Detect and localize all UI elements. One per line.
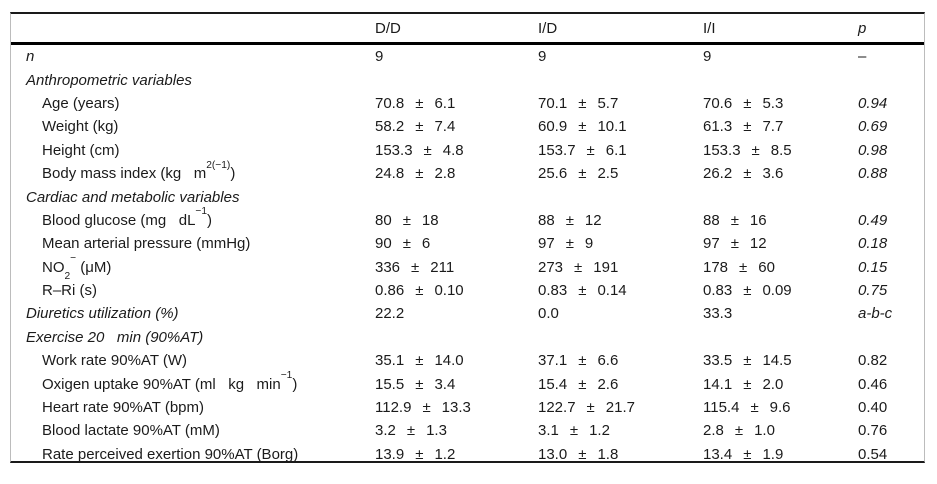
table-row: [11, 302, 924, 325]
mean-value: 153.3: [703, 141, 741, 159]
mean-value: 0.83: [538, 282, 568, 300]
mean-value: 37.1: [538, 352, 568, 370]
value-cell: [375, 118, 538, 135]
value-cell: [375, 422, 538, 439]
row-label: Cardiac and metabolic variables: [26, 188, 240, 206]
table-row: [11, 185, 924, 208]
value-cell: [703, 259, 858, 276]
sd-value: 12: [584, 211, 602, 229]
table-row: [11, 326, 924, 349]
table-row: [11, 139, 924, 162]
sd-value: 5.3: [762, 94, 784, 112]
row-label: Work rate 90%AT (W): [42, 352, 188, 370]
sd-value: 8.5: [770, 141, 792, 159]
header-col-ii: I/I: [703, 19, 716, 37]
sd-value: 9: [584, 235, 594, 253]
p-value-cell: 0.88: [858, 165, 888, 183]
value-cell: [538, 282, 703, 299]
sd-value: 12: [749, 235, 767, 253]
table-row: [11, 253, 924, 282]
row-label: n: [26, 48, 35, 66]
plus-minus-symbol: ±: [743, 165, 752, 183]
row-label: $NO_2^-$ (μM): [42, 253, 112, 282]
mean-value: 0.86: [375, 282, 405, 300]
p-value-cell: 0.94: [858, 94, 888, 112]
value-cell: [703, 48, 858, 65]
value-cell: [538, 142, 703, 159]
header-col-dd: D/D: [375, 19, 401, 37]
mean-value: 0.0: [538, 305, 559, 323]
mean-value: 0.83: [703, 282, 733, 300]
plus-minus-symbol: ±: [751, 141, 760, 159]
plus-minus-symbol: ±: [415, 445, 424, 463]
plus-minus-symbol: ±: [586, 141, 595, 159]
plus-minus-symbol: ±: [578, 94, 587, 112]
mean-value: 97: [538, 235, 555, 253]
mean-value: 88: [703, 211, 720, 229]
sd-value: 2.8: [434, 165, 456, 183]
mean-value: 15.4: [538, 375, 568, 393]
plus-minus-symbol: ±: [578, 375, 587, 393]
table-row: [11, 349, 924, 372]
p-value-cell: 0.98: [858, 141, 888, 159]
plus-minus-symbol: ±: [743, 282, 752, 300]
plus-minus-symbol: ±: [415, 282, 424, 300]
mean-value: 24.8: [375, 165, 405, 183]
mean-value: 9: [538, 48, 547, 66]
sd-value: 1.3: [426, 422, 447, 440]
value-cell: [375, 142, 538, 159]
p-value-cell: 0.76: [858, 422, 888, 440]
value-cell: [375, 352, 538, 369]
plus-minus-symbol: ±: [415, 118, 424, 136]
value-cell: [703, 376, 858, 393]
table-body: [11, 45, 924, 466]
sd-value: 1.0: [754, 422, 775, 440]
value-cell: [538, 48, 703, 65]
value-cell: [538, 305, 703, 322]
mean-value: 33.5: [703, 352, 733, 370]
plus-minus-symbol: ±: [743, 445, 752, 463]
table-row: [11, 159, 924, 185]
mean-value: 3.2: [375, 422, 396, 440]
sd-value: 0.10: [434, 282, 464, 300]
mean-value: 336: [375, 258, 401, 276]
sd-value: 6.6: [597, 352, 619, 370]
mean-value: 70.6: [703, 94, 733, 112]
p-value-cell: 0.82: [858, 352, 888, 370]
mean-value: 9: [703, 48, 712, 66]
plus-minus-symbol: ±: [743, 375, 752, 393]
p-value-cell: 0.69: [858, 118, 888, 136]
value-cell: [375, 212, 538, 229]
value-cell: [703, 305, 858, 322]
table-row: [11, 279, 924, 302]
plus-minus-symbol: ±: [422, 399, 431, 417]
row-label: Blood glucose (mg $dL^{-1}$): [42, 206, 213, 229]
sd-value: 14.0: [434, 352, 464, 370]
sd-value: 3.6: [762, 165, 784, 183]
mean-value: 13.0: [538, 445, 568, 463]
plus-minus-symbol: ±: [578, 118, 587, 136]
mean-value: 153.3: [375, 141, 413, 159]
header-col-id: I/D: [538, 19, 558, 37]
mean-value: 15.5: [375, 375, 405, 393]
plus-minus-symbol: ±: [578, 352, 587, 370]
row-label: Height (cm): [42, 141, 120, 159]
mean-value: 26.2: [703, 165, 733, 183]
value-cell: [703, 352, 858, 369]
mean-value: 58.2: [375, 118, 405, 136]
results-table: [10, 12, 925, 463]
sd-value: 4.8: [442, 141, 464, 159]
value-cell: [375, 376, 538, 393]
plus-minus-symbol: ±: [739, 258, 748, 276]
p-value-cell: a-b-c: [858, 305, 893, 323]
mean-value: 273: [538, 258, 564, 276]
value-cell: [703, 235, 858, 252]
plus-minus-symbol: ±: [423, 141, 432, 159]
p-value-cell: 0.15: [858, 258, 888, 276]
mean-value: 3.1: [538, 422, 559, 440]
value-cell: [375, 305, 538, 322]
sd-value: 2.0: [762, 375, 784, 393]
mean-value: 14.1: [703, 375, 733, 393]
value-cell: [538, 165, 703, 182]
plus-minus-symbol: ±: [411, 258, 420, 276]
value-cell: [538, 376, 703, 393]
sd-value: 3.4: [434, 375, 456, 393]
plus-minus-symbol: ±: [586, 399, 595, 417]
mean-value: 60.9: [538, 118, 568, 136]
row-label: Heart rate 90%AT (bpm): [42, 399, 205, 417]
mean-value: 2.8: [703, 422, 724, 440]
sd-value: 21.7: [605, 399, 635, 417]
plus-minus-symbol: ±: [743, 118, 752, 136]
mean-value: 90: [375, 235, 392, 253]
sd-value: 60: [758, 258, 775, 276]
table-row: [11, 232, 924, 255]
sd-value: 191: [593, 258, 619, 276]
table-row: [11, 372, 924, 395]
plus-minus-symbol: ±: [730, 235, 739, 253]
plus-minus-symbol: ±: [415, 375, 424, 393]
plus-minus-symbol: ±: [574, 258, 583, 276]
row-label: Blood lactate 90%AT (mM): [42, 422, 220, 440]
sd-value: 0.14: [597, 282, 627, 300]
value-cell: [703, 212, 858, 229]
row-label: Weight (kg): [42, 118, 119, 136]
sd-value: 6.1: [434, 94, 456, 112]
sd-value: 7.4: [434, 118, 456, 136]
plus-minus-symbol: ±: [743, 352, 752, 370]
plus-minus-symbol: ±: [415, 94, 424, 112]
table-row: [11, 206, 924, 232]
row-label: Body mass index (kg $m^{2(-1)}$): [42, 159, 236, 183]
mean-value: 122.7: [538, 399, 576, 417]
mean-value: 25.6: [538, 165, 568, 183]
mean-value: 33.3: [703, 305, 733, 323]
value-cell: [538, 118, 703, 135]
value-cell: [375, 399, 538, 416]
mean-value: 9: [375, 48, 384, 66]
mean-value: 112.9: [375, 399, 412, 417]
value-cell: [538, 95, 703, 112]
value-cell: [703, 399, 858, 416]
plus-minus-symbol: ±: [415, 165, 424, 183]
mean-value: 80: [375, 211, 392, 229]
value-cell: [703, 282, 858, 299]
mean-value: 13.4: [703, 445, 733, 463]
table-row: [11, 115, 924, 138]
sd-value: 18: [421, 211, 439, 229]
sd-value: 5.7: [597, 94, 619, 112]
plus-minus-symbol: ±: [402, 235, 411, 253]
plus-minus-symbol: ±: [743, 94, 752, 112]
row-label: Exercise 20 min (90%AT): [26, 328, 204, 346]
value-cell: [703, 118, 858, 135]
plus-minus-symbol: ±: [578, 445, 587, 463]
mean-value: 178: [703, 258, 729, 276]
mean-value: 115.4: [703, 399, 740, 417]
plus-minus-symbol: ±: [402, 211, 411, 229]
sd-value: 16: [749, 211, 767, 229]
sd-value: 9.6: [769, 399, 791, 417]
plus-minus-symbol: ±: [750, 399, 759, 417]
value-cell: [375, 446, 538, 463]
p-value-cell: 0.40: [858, 399, 888, 417]
sd-value: 1.9: [762, 445, 784, 463]
plus-minus-symbol: ±: [578, 165, 587, 183]
plus-minus-symbol: ±: [406, 422, 416, 440]
sd-value: 6: [421, 235, 431, 253]
table-row: [11, 419, 924, 442]
value-cell: [538, 212, 703, 229]
value-cell: [538, 446, 703, 463]
mean-value: 35.1: [375, 352, 405, 370]
sd-value: 10.1: [597, 118, 627, 136]
mean-value: 13.9: [375, 445, 405, 463]
mean-value: 61.3: [703, 118, 733, 136]
plus-minus-symbol: ±: [578, 282, 587, 300]
value-cell: [538, 399, 703, 416]
value-cell: [375, 282, 538, 299]
sd-value: 6.1: [605, 141, 627, 159]
row-label: Anthropometric variables: [26, 71, 192, 89]
sd-value: 2.5: [597, 165, 619, 183]
row-label: Rate perceived exertion 90%AT (Borg): [42, 445, 299, 463]
p-value-cell: 0.49: [858, 211, 888, 229]
mean-value: 97: [703, 235, 720, 253]
header-col-p: p: [858, 19, 867, 37]
value-cell: [538, 259, 703, 276]
table-row: [11, 68, 924, 91]
mean-value: 22.2: [375, 305, 405, 323]
row-label: Mean arterial pressure (mmHg): [42, 235, 251, 253]
value-cell: [703, 142, 858, 159]
table-row: [11, 92, 924, 115]
value-cell: [375, 165, 538, 182]
p-value-cell: 0.18: [858, 235, 888, 253]
table-row: [11, 443, 924, 466]
value-cell: [703, 422, 858, 439]
plus-minus-symbol: ±: [565, 211, 574, 229]
sd-value: 2.6: [597, 375, 619, 393]
sd-value: 211: [430, 258, 455, 276]
sd-value: 1.8: [597, 445, 619, 463]
p-value-cell: 0.46: [858, 375, 888, 393]
p-value-cell: –: [858, 48, 867, 66]
sd-value: 13.3: [441, 399, 471, 417]
plus-minus-symbol: ±: [415, 352, 424, 370]
mean-value: 70.8: [375, 94, 405, 112]
plus-minus-symbol: ±: [569, 422, 579, 440]
table-row: [11, 45, 924, 68]
sd-value: 0.09: [762, 282, 792, 300]
value-cell: [538, 422, 703, 439]
row-label: Age (years): [42, 94, 120, 112]
row-label: Oxigen uptake 90%AT (ml kg $\min^{-1}$): [42, 370, 298, 393]
plus-minus-symbol: ±: [734, 422, 744, 440]
plus-minus-symbol: ±: [730, 211, 739, 229]
row-label: Diuretics utilization (%): [26, 305, 179, 323]
value-cell: [703, 165, 858, 182]
p-value-cell: 0.75: [858, 282, 888, 300]
value-cell: [375, 235, 538, 252]
sd-value: 14.5: [762, 352, 792, 370]
value-cell: [703, 95, 858, 112]
sd-value: 1.2: [589, 422, 610, 440]
mean-value: 70.1: [538, 94, 568, 112]
table-row: [11, 396, 924, 419]
value-cell: [375, 95, 538, 112]
value-cell: [538, 352, 703, 369]
mean-value: 88: [538, 211, 555, 229]
value-cell: [375, 259, 538, 276]
table-header-row: [11, 14, 924, 45]
sd-value: 7.7: [762, 118, 784, 136]
plus-minus-symbol: ±: [565, 235, 574, 253]
sd-value: 1.2: [434, 445, 456, 463]
row-label: R–Ri (s): [42, 282, 97, 300]
value-cell: [538, 235, 703, 252]
p-value-cell: 0.54: [858, 445, 888, 463]
mean-value: 153.7: [538, 141, 576, 159]
value-cell: [375, 48, 538, 65]
value-cell: [703, 446, 858, 463]
